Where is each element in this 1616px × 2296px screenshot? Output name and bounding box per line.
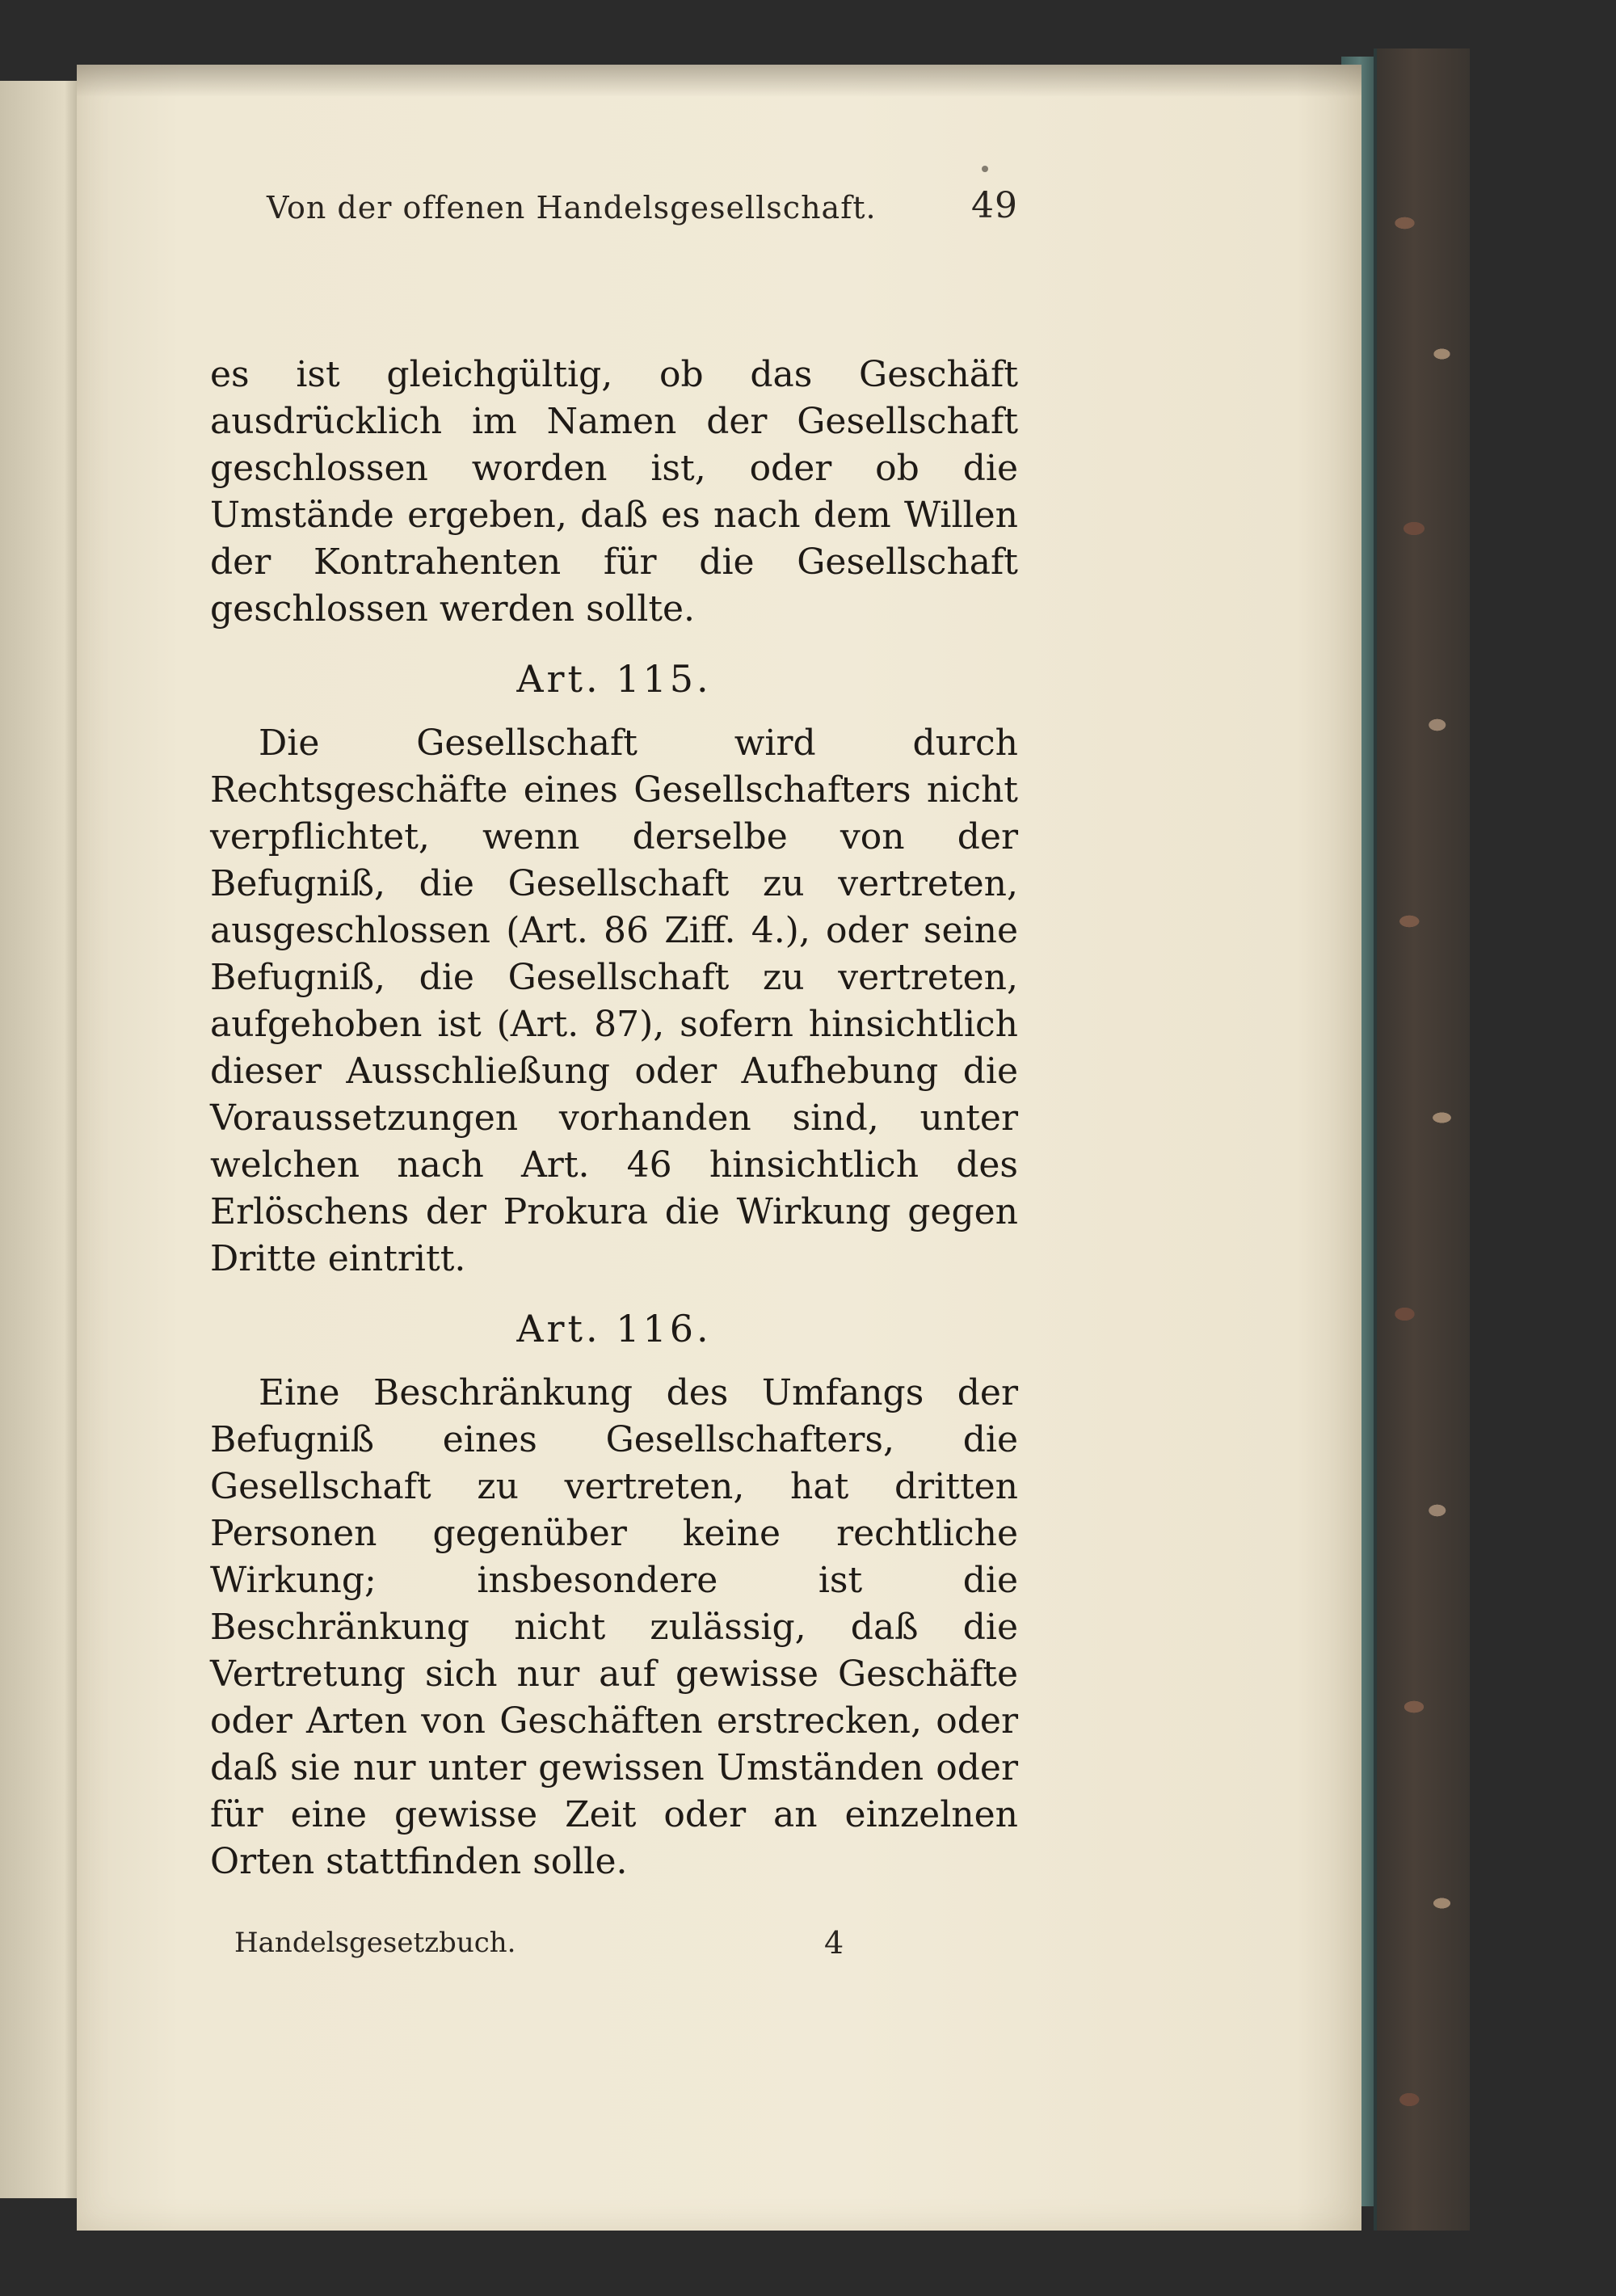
running-head [267,182,1018,230]
article-text-115: Die Gesellschaft wird durch Rechtsgeschäfte eines Gesellschafters nicht verpflichtet, wenn derselbe von der Befugniß, die Gesellschaft zu vertreten, ausgeschlossen (Art. 86 Ziff. 4.), oder seine Befugniß, die Gesellschaft zu vertreten, aufgehoben ist (Art. 87), sofern hinsichtlich dieser Ausschließung oder Aufhebung die Voraussetzungen vorhanden sind, unter welchen nach Art. 46 hinsichtlich des Erlöschens der Prokura die Wirkung gegen Dritte eintritt. [210,723,1018,1279]
page-number: 49 [971,185,1018,226]
signature-title: Handelsgesetzbuch. [234,1927,516,1959]
page-footer [234,1927,865,1967]
paper-speck [982,166,988,172]
article-text-116: Eine Beschränkung des Umfangs der Befugniß eines Gesellschafters, die Gesellschaft zu vertreten, hat dritten Personen gegenüber keine rechtliche Wirkung; insbesondere ist die Beschränkung nicht zulässig, daß die Vertretung sich nur auf gewisse Geschäfte oder Arten von Geschäften erstrecken, oder daß sie nur unter gewissen Umständen oder für eine gewisse Zeit oder an einzelnen Orten stattfinden solle. [210,1372,1018,1882]
article-heading-116: Art. 116. [516,1307,712,1350]
article-heading-115: Art. 115. [516,657,712,701]
signature-mark: 4 [824,1925,844,1961]
marbled-cover [1374,48,1470,2231]
body-text [210,352,1018,1885]
facing-page-edge [0,81,81,2198]
continuation-paragraph: es ist gleichgültig, ob das Geschäft ausdrücklich im Namen der Gesellschaft geschlossen worden ist, oder ob die Umstände ergeben, daß es nach dem Willen der Kontrahenten für die Gesellschaft geschlossen werden sollte. [210,354,1018,630]
running-head-title: Von der offenen Handelsgesellschaft. [267,190,877,225]
